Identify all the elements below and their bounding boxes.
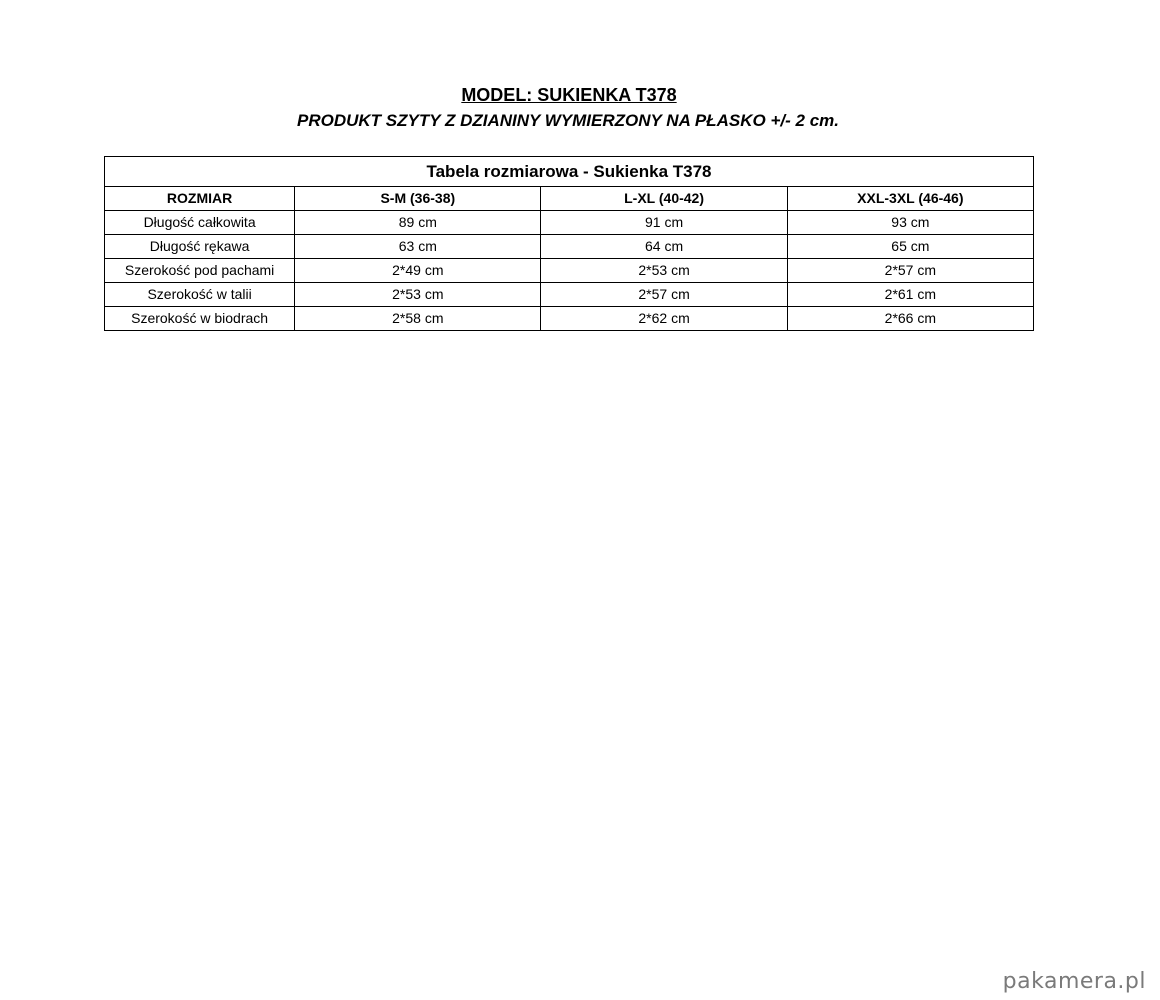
size-table	[104, 156, 1034, 331]
row-label: Szerokość w biodrach	[105, 307, 295, 331]
table-cell: 65 cm	[787, 235, 1033, 259]
table-cell: 89 cm	[295, 211, 541, 235]
table-cell: 64 cm	[541, 235, 787, 259]
row-label: Długość całkowita	[105, 211, 295, 235]
table-cell: 2*58 cm	[295, 307, 541, 331]
column-header: S-M (36-38)	[295, 187, 541, 211]
table-cell: 2*53 cm	[295, 283, 541, 307]
page-title: MODEL: SUKIENKA T378	[461, 85, 677, 105]
table-row	[105, 211, 1034, 235]
column-header: XXL-3XL (46-46)	[787, 187, 1033, 211]
row-label: Szerokość pod pachami	[105, 259, 295, 283]
table-cell: 2*49 cm	[295, 259, 541, 283]
column-header: ROZMIAR	[105, 187, 295, 211]
column-header: L-XL (40-42)	[541, 187, 787, 211]
table-header-row	[105, 187, 1034, 211]
table-caption: Tabela rozmiarowa - Sukienka T378	[105, 157, 1034, 187]
table-row	[105, 283, 1034, 307]
table-cell: 63 cm	[295, 235, 541, 259]
table-cell: 2*57 cm	[541, 283, 787, 307]
table-cell: 2*61 cm	[787, 283, 1033, 307]
row-label: Szerokość w talii	[105, 283, 295, 307]
table-cell: 2*53 cm	[541, 259, 787, 283]
table-cell: 2*62 cm	[541, 307, 787, 331]
table-caption-row	[105, 157, 1034, 187]
table-row	[105, 235, 1034, 259]
table-row	[105, 307, 1034, 331]
table-row	[105, 259, 1034, 283]
table-cell: 93 cm	[787, 211, 1033, 235]
page-subtitle: PRODUKT SZYTY Z DZIANINY WYMIERZONY NA PŁASKO +/- 2 cm.	[296, 111, 840, 130]
watermark-logo: pakamera.pl	[1002, 969, 1146, 994]
row-label: Długość rękawa	[105, 235, 295, 259]
table-cell: 2*57 cm	[787, 259, 1033, 283]
table-cell: 91 cm	[541, 211, 787, 235]
table-cell: 2*66 cm	[787, 307, 1033, 331]
